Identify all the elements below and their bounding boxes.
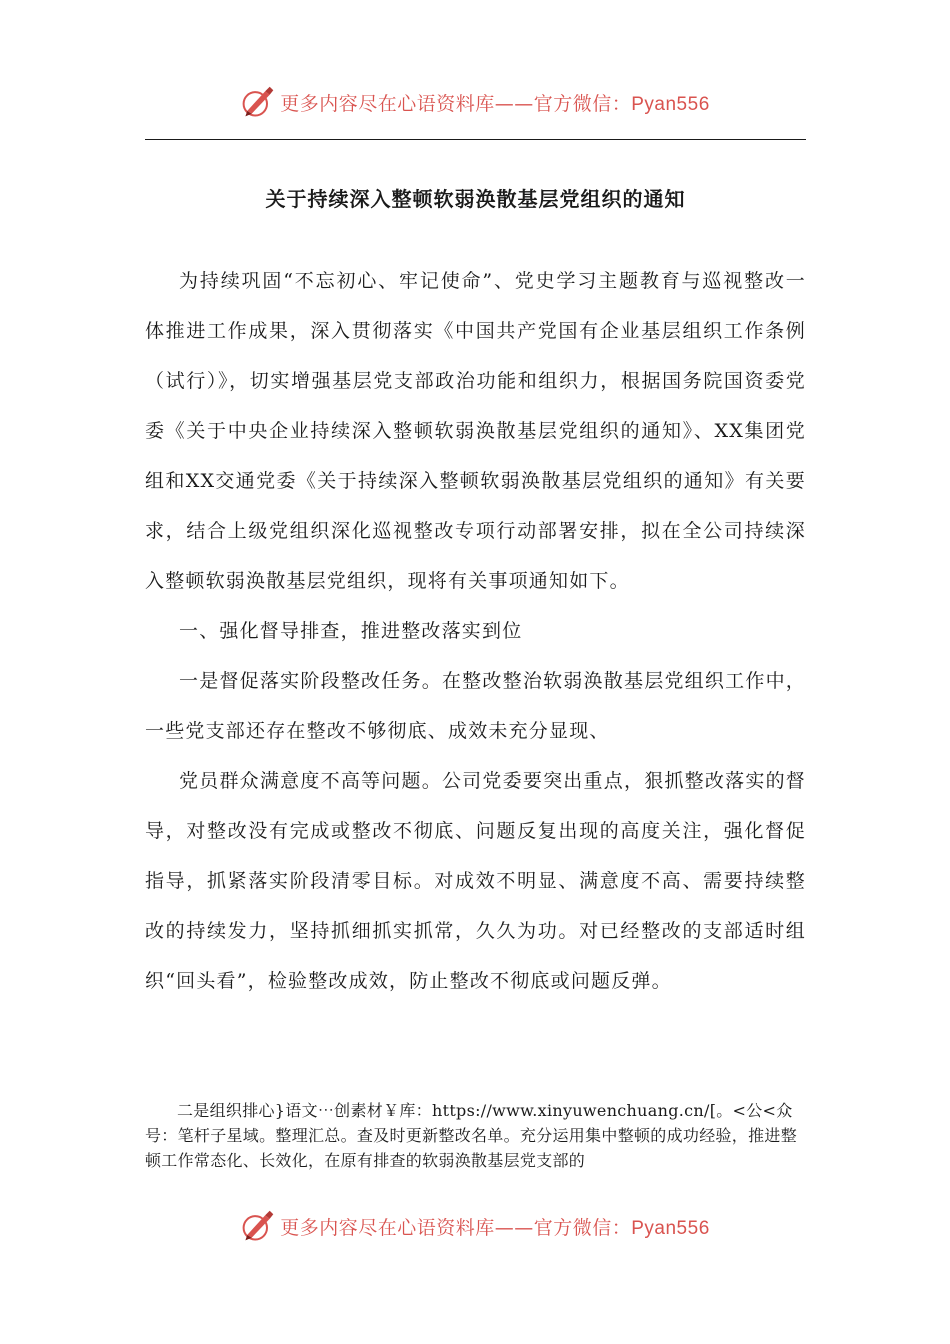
banner-official-label: 官方微信：: [533, 92, 632, 115]
banner-dash: ——: [494, 1216, 534, 1239]
paragraph-point-one-cont: 党员群众满意度不高等问题。公司党委要突出重点，狠抓整改落实的督导，对整改没有完成或整改不彻底、问题反复出现的高度关注，强化督促指导，抓紧落实阶段清零目标。对成效不明显、满意度不高、需要持续整改的持续发力，坚持抓细抓实抓常，久久为功。对已经整改的支部适时组织“回头看”，检验整改成效，防止整改不彻底或问题反弹。: [145, 770, 806, 992]
banner-wechat-handle: Pyan556: [631, 1217, 710, 1239]
document-body: [145, 256, 806, 1006]
banner-official-label: 官方微信：: [533, 1216, 632, 1239]
header-banner: [0, 82, 950, 122]
pen-logo-icon: [240, 84, 276, 120]
paragraph-intro: 为持续巩固“不忘初心、牢记使命”、党史学习主题教育与巡视整改一体推进工作成果，深入贯彻落实《中国共产党国有企业基层组织工作条例（试行）》，切实增强基层党支部政治功能和组织力，根据国务院国资委党委《关于中央企业持续深入整顿软弱涣散基层党组织的通知》、XX集团党组和XX交通党委《关于持续深入整顿软弱涣散基层党组织的通知》有关要求，结合上级党组织深化巡视整改专项行动部署安排，拟在全公司持续深入整顿软弱涣散基层党组织，现将有关事项通知如下。: [145, 270, 806, 592]
footer-banner: [0, 1206, 950, 1246]
banner-dash: ——: [494, 92, 534, 115]
banner-text: [280, 1213, 710, 1240]
banner-main-text: 更多内容尽在心语资料库: [280, 92, 495, 115]
section-heading: 一、强化督导排查，推进整改落实到位: [179, 620, 523, 642]
banner-wechat-handle: Pyan556: [631, 93, 710, 115]
header-rule: [145, 139, 806, 140]
pen-logo-icon: [240, 1208, 276, 1244]
banner-text: [280, 89, 710, 116]
paragraph-point-one: 一是督促落实阶段整改任务。在整改整治软弱涣散基层党组织工作中，一些党支部还存在整改不够彻底、成效未充分显现、: [145, 670, 806, 742]
document-footnote-text: [145, 1098, 806, 1173]
banner-main-text: 更多内容尽在心语资料库: [280, 1216, 495, 1239]
document-title: 关于持续深入整顿软弱涣散基层党组织的通知: [265, 187, 686, 211]
paragraph-point-two: 二是组织排心}语文⋯创素材￥库：https://www.xinyuwenchuang.cn/[。<公<众号：笔杆子星域。整理汇总。查及时更新整改名单。充分运用集中整顿的成功经验，推进整顿工作常态化、长效化，在原有排查的软弱涣散基层党支部的: [145, 1101, 798, 1170]
